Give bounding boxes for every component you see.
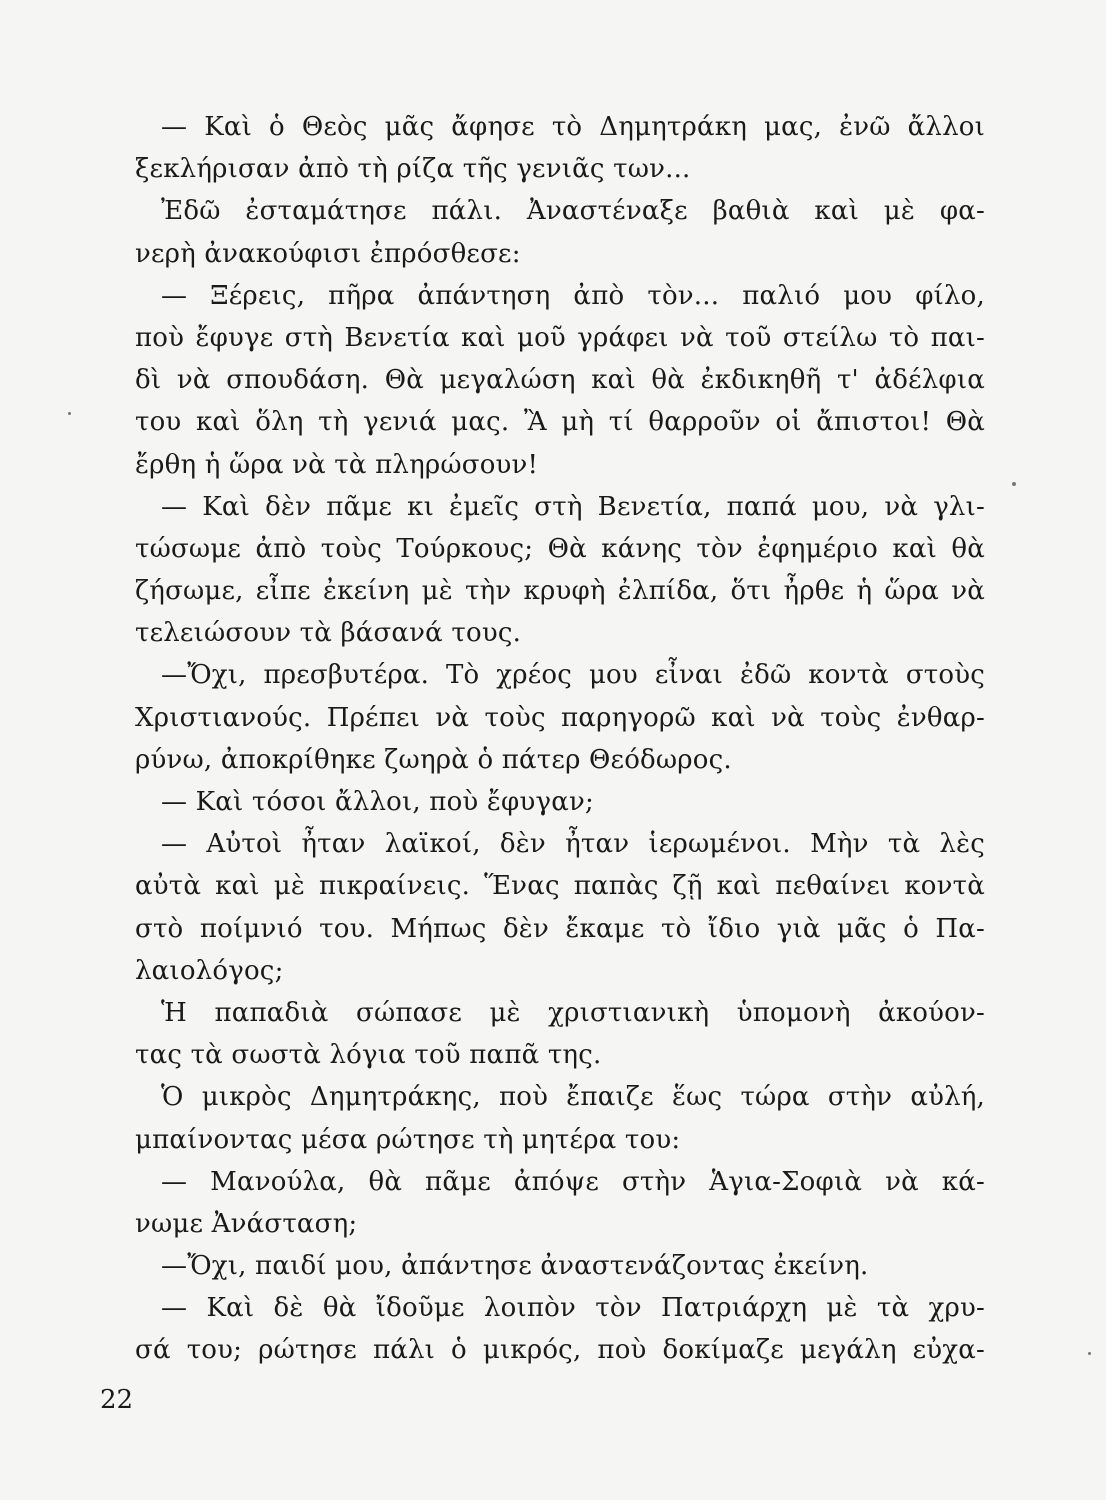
dust-speck <box>1012 482 1016 486</box>
text-line: τώσωμε ἀπὸ τοὺς Τούρκους; Θὰ κάνης τὸν ἐφημέριο καὶ θὰ <box>135 533 985 564</box>
text-line: μπαίνοντας μέσα ρώτησε τὴ μητέρα του: <box>135 1124 681 1155</box>
page-number: 22 <box>100 1385 134 1415</box>
text-line: — Καὶ τόσοι ἄλλοι, ποὺ ἔφυγαν; <box>161 787 594 817</box>
text-line: Ἐδῶ ἐσταμάτησε πάλι. Ἀναστέναξε βαθιὰ καὶ μὲ φα- <box>161 196 985 227</box>
text-line: — Καὶ δὲν πᾶμε κι ἐμεῖς στὴ Βενετία, παπά μου, νὰ γλι- <box>161 491 985 522</box>
text-line: —Ὄχι, πρεσβυτέρα. Τὸ χρέος μου εἶναι ἐδῶ κοντὰ στοὺς <box>161 660 985 691</box>
text-line: τας τὰ σωστὰ λόγια τοῦ παπᾶ της. <box>135 1040 602 1071</box>
text-line: Ὁ μικρὸς Δημητράκης, ποὺ ἔπαιζε ἕως τώρα στὴν αὐλή, <box>161 1082 985 1113</box>
text-line: —Ὄχι, παιδί μου, ἀπάντησε ἀναστενάζοντας ἐκείνη. <box>161 1251 869 1282</box>
text-line: νερὴ ἀνακούφισι ἐπρόσθεσε: <box>135 238 521 269</box>
text-line: τελειώσουν τὰ βάσανά τους. <box>135 618 522 649</box>
text-line: ξεκλήρισαν ἀπὸ τὴ ρίζα τῆς γενιᾶς των... <box>135 154 691 185</box>
dust-speck <box>68 412 71 415</box>
body-text <box>135 106 985 1372</box>
text-line: ρύνω, ἀποκρίθηκε ζωηρὰ ὁ πάτερ Θεόδωρος. <box>135 744 732 775</box>
text-line: — Μανούλα, θὰ πᾶμε ἀπόψε στὴν Ἁγια-Σοφιὰ νὰ κά- <box>161 1166 985 1197</box>
text-line: — Καὶ ὁ Θεὸς μᾶς ἄφησε τὸ Δημητράκη μας, ἐνῶ ἄλλοι <box>161 112 985 142</box>
text-line: Ἡ παπαδιὰ σώπασε μὲ χριστιανικὴ ὑπομονὴ ἀκούον- <box>161 997 985 1028</box>
text-line: δὶ νὰ σπουδάση. Θὰ μεγαλώση καὶ θὰ ἐκδικηθῆ τ' ἀδέλφια <box>135 365 985 396</box>
text-line: — Ξέρεις, πῆρα ἀπάντηση ἀπὸ τὸν... παλιό μου φίλο, <box>161 280 985 311</box>
text-line: λαιολόγος; <box>135 955 284 986</box>
text-line: στὸ ποίμνιό του. Μήπως δὲν ἔκαμε τὸ ἴδιο γιὰ μᾶς ὁ Πα- <box>135 913 985 944</box>
text-line: ἔρθη ἡ ὥρα νὰ τὰ πληρώσουν! <box>135 449 539 480</box>
dust-speck <box>1088 1352 1091 1355</box>
text-line: ζήσωμε, εἶπε ἐκείνη μὲ τὴν κρυφὴ ἐλπίδα, ὅτι ἦρθε ἡ ὥρα νὰ <box>135 576 985 607</box>
text-line: ποὺ ἔφυγε στὴ Βενετία καὶ μοῦ γράφει νὰ τοῦ στείλω τὸ παι- <box>135 322 985 353</box>
text-line: — Αὐτοὶ ἦταν λαϊκοί, δὲν ἦταν ἱερωμένοι. Μὴν τὰ λὲς <box>161 829 985 860</box>
text-line: του καὶ ὅλη τὴ γενιά μας. Ἂ μὴ τί θαρροῦν οἱ ἄπιστοι! Θὰ <box>135 407 985 438</box>
text-line: — Καὶ δὲ θὰ ἴδοῦμε λοιπὸν τὸν Πατριάρχη μὲ τὰ χρυ- <box>161 1293 985 1324</box>
text-line: σά του; ρώτησε πάλι ὁ μικρός, ποὺ δοκίμαζε μεγάλη εὐχα- <box>135 1335 985 1366</box>
text-line: νωμε Ἀνάσταση; <box>135 1208 358 1239</box>
text-line: αὐτὰ καὶ μὲ πικραίνεις. Ἕνας παπὰς ζῇ καὶ πεθαίνει κοντὰ <box>135 871 985 902</box>
text-line: Χριστιανούς. Πρέπει νὰ τοὺς παρηγορῶ καὶ νὰ τοὺς ἐνθαρ- <box>135 702 985 733</box>
